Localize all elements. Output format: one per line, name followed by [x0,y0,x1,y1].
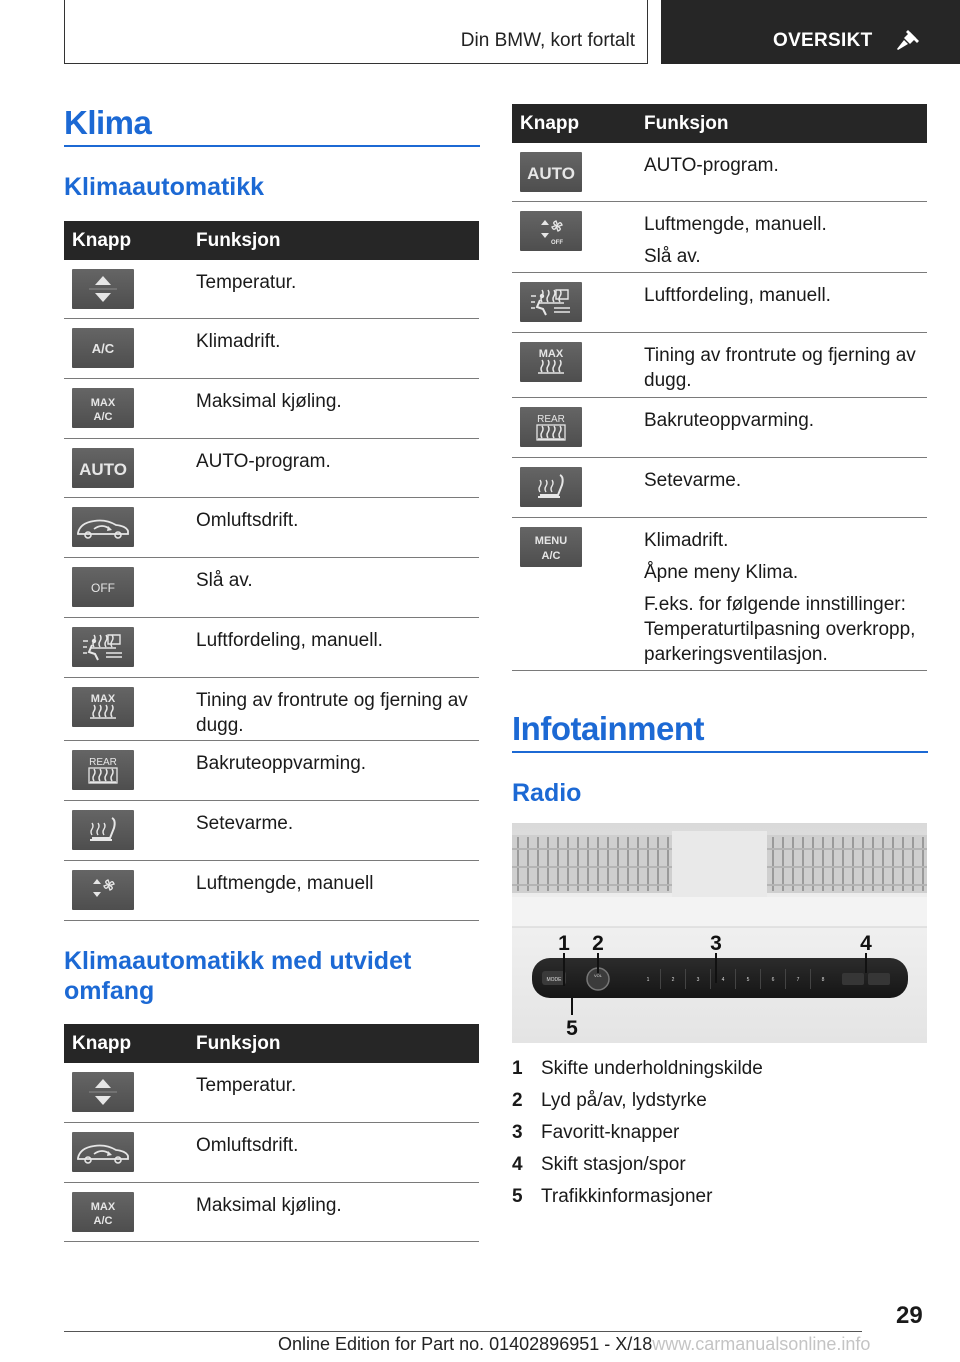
table-row [64,1063,479,1123]
air-distribution-icon [520,282,582,322]
preset-button-label: 4 [721,977,725,983]
svg-text:A/C: A/C [541,550,561,562]
function-description [196,508,475,540]
callout-4: 4 [860,932,872,955]
function-description [196,1133,475,1165]
legend-text: Skift stasjon/spor [541,1154,686,1175]
mode-button-label: MODE [546,977,562,983]
function-text: Maksimal kjøling. [196,1195,342,1216]
function-description [196,751,475,783]
function-text: Tining av frontrute og fjerning av dugg. [644,345,916,391]
svg-text:A/C: A/C [91,341,115,356]
legend-number: 2 [512,1090,523,1111]
infotainment-title: Infotainment [512,710,704,747]
function-description [196,871,475,903]
radio-heading: Radio [512,779,582,807]
function-text: AUTO-program. [196,451,331,472]
table-row [64,379,479,439]
function-text: Setevarme. [196,813,294,834]
function-text: Temperatur. [196,272,297,293]
function-text: Åpne meny Klima. [644,562,799,583]
table-row [512,458,927,518]
function-description [644,408,923,440]
function-description [644,343,923,400]
legend-text: Favoritt-knapper [541,1122,680,1143]
function-text: Omluftsdrift. [196,1135,299,1156]
function-description [644,528,923,674]
function-description [644,153,923,185]
function-text: Setevarme. [644,470,742,491]
col-function-header: Funksjon [196,1033,281,1054]
table-row [512,518,927,671]
air-vent-left [512,835,672,893]
legend-text: Lyd på/av, lydstyrke [541,1090,707,1111]
rear-defrost-icon [520,407,582,447]
function-description [196,628,475,660]
table-row [64,558,479,618]
table-row [512,202,927,273]
pin-icon [895,28,921,52]
callout-3: 3 [710,932,722,955]
preset-button-label: 5 [746,977,750,983]
footer-edition [278,1334,870,1355]
air-distribution-icon [72,627,134,667]
svg-text:A/C: A/C [93,1215,113,1227]
table-header [64,221,479,260]
legend-number: 1 [512,1058,523,1079]
klima-title: Klima [64,104,152,141]
table-header [64,1024,479,1063]
table-row [512,143,927,202]
legend-number: 5 [512,1186,523,1207]
header-section-box [64,0,648,64]
function-description [644,283,923,315]
legend-item [512,1184,927,1216]
recirculation-icon [72,1132,134,1172]
function-description [196,1193,475,1225]
volume-knob-label: VOL [593,973,603,978]
callout-1: 1 [558,932,570,955]
climate-table-basic [64,221,479,921]
function-text: Omluftsdrift. [196,510,299,531]
legend-text: Trafikkinformasjoner [541,1186,713,1207]
function-text: Maksimal kjøling. [196,391,342,412]
header-tab-oversikt[interactable] [661,0,960,64]
table-header [512,104,927,143]
function-description [196,688,475,745]
ac-icon [72,328,134,368]
table-body [64,1063,479,1242]
recirculation-icon [72,507,134,547]
svg-text:MAX: MAX [90,693,116,705]
menu-ac-icon [520,527,582,567]
legend-number: 3 [512,1122,523,1143]
table-row [64,741,479,801]
function-text: Klimadrift. [196,331,281,352]
climate-table-extended-continued [512,104,927,671]
footer-part-number: Online Edition for Part no. 01402896951 - X/18 [278,1334,653,1354]
auto-icon [520,152,582,192]
max-defrost-icon [520,342,582,382]
table-row [512,333,927,398]
function-description [196,1073,475,1105]
klimaautomatikk-utvidet-heading: Klimaautomatikk med utvidet omfang [64,947,412,1005]
table-row [64,1183,479,1242]
function-text: Slå av. [644,246,701,267]
svg-text:AUTO: AUTO [79,460,127,479]
max-ac-icon [72,1192,134,1232]
klima-title-rule [64,145,480,147]
header-section-title: Din BMW, kort fortalt [460,30,635,51]
seat-heating-icon [520,467,582,507]
legend-item [512,1056,927,1088]
header-tab-label: OVERSIKT [773,30,873,51]
col-button-header: Knapp [72,230,132,251]
svg-text:OFF: OFF [551,240,563,246]
function-text: Bakruteoppvarming. [644,410,815,431]
function-description [196,811,475,843]
table-row [64,260,479,319]
preset-button-label: 3 [696,977,700,983]
legend-item [512,1120,927,1152]
svg-text:MENU: MENU [534,535,568,547]
preset-button-label: 2 [671,977,675,983]
footer-rule [64,1331,862,1332]
function-text: Bakruteoppvarming. [196,753,367,774]
temperature-arrows-icon [72,269,134,309]
function-text: Luftmengde, manuell [196,873,374,894]
page-number: 29 [896,1302,923,1329]
table-row [512,398,927,458]
col-button-header: Knapp [72,1033,132,1054]
function-text: Luftfordeling, manuell. [196,630,383,651]
max-defrost-icon [72,687,134,727]
legend-text: Skifte underholdningskilde [541,1058,763,1079]
preset-button-label: 7 [796,977,800,983]
svg-text:OFF: OFF [91,581,115,595]
table-row [64,618,479,678]
function-text: Temperatur. [196,1075,297,1096]
function-description [196,568,475,600]
svg-text:MAX: MAX [538,348,564,360]
table-row [64,861,479,921]
air-vent-right [767,835,927,893]
temperature-arrows-icon [72,1072,134,1112]
table-row [512,273,927,333]
table-row [64,1123,479,1183]
col-function-header: Funksjon [196,230,281,251]
footer-watermark: www.carmanualsonline.info [652,1334,871,1354]
function-text: Luftmengde, manuell. [644,214,827,235]
function-description [644,212,923,276]
preset-button-label: 8 [821,977,825,983]
function-description [644,468,923,500]
table-row [64,498,479,558]
svg-text:MAX: MAX [90,1201,116,1213]
function-text: F.eks. for følgende innstillinger: Temperaturtilpasning overkropp, parkeringsventilasjon. [644,594,916,665]
rear-defrost-icon [72,750,134,790]
table-row [64,678,479,741]
svg-text:REAR: REAR [537,414,565,425]
table-row [64,439,479,498]
max-ac-icon [72,388,134,428]
function-text: AUTO-program. [644,155,779,176]
svg-text:AUTO: AUTO [527,164,575,183]
seat-heating-icon [72,810,134,850]
legend-number: 4 [512,1154,523,1175]
auto-icon [72,448,134,488]
svg-text:REAR: REAR [89,757,117,768]
function-text: Klimadrift. [644,530,729,551]
function-description [196,449,475,481]
preset-button-label: 1 [646,977,650,983]
radio-legend [512,1056,927,1216]
table-row [64,319,479,379]
air-volume-off-icon [520,211,582,251]
function-text: Tining av frontrute og fjerning av dugg. [196,690,468,736]
col-function-header: Funksjon [644,113,729,134]
callout-5: 5 [566,1017,578,1040]
svg-text:MAX: MAX [90,397,116,409]
climate-table-extended [64,1024,479,1242]
legend-item [512,1152,927,1184]
table-body [64,260,479,921]
air-volume-icon [72,870,134,910]
function-description [196,270,475,302]
function-description [196,329,475,361]
preset-button-label: 6 [771,977,775,983]
off-icon [72,567,134,607]
legend-item [512,1088,927,1120]
col-button-header: Knapp [520,113,580,134]
table-row [64,801,479,861]
radio-control-panel-image [512,823,927,1043]
function-text: Luftfordeling, manuell. [644,285,831,306]
klimaautomatikk-heading: Klimaautomatikk [64,173,265,201]
callout-2: 2 [592,932,604,955]
function-text: Slå av. [196,570,253,591]
infotainment-title-rule [512,751,928,753]
function-description [196,389,475,421]
svg-text:A/C: A/C [93,411,113,423]
table-body [512,143,927,671]
